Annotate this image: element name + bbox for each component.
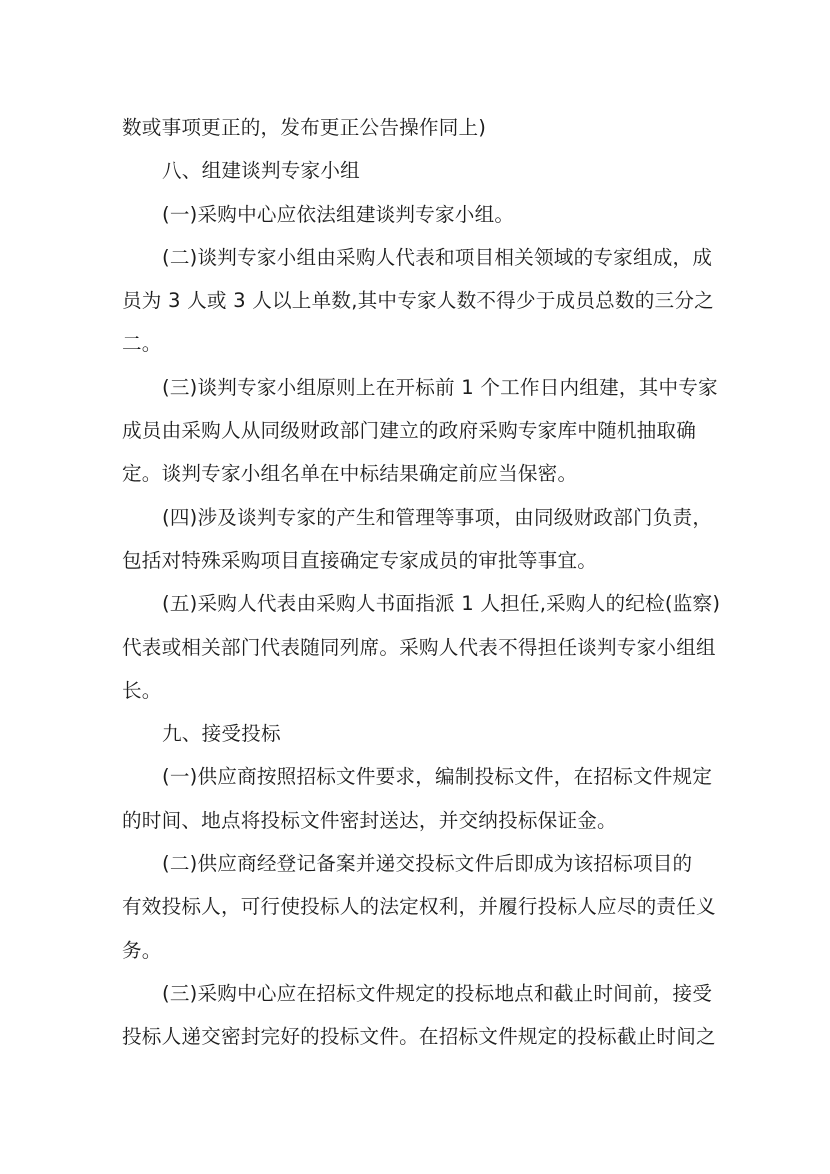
text-line: (三)采购中心应在招标文件规定的投标地点和截止时间前，接受 [162,981,713,1005]
text-line: (三)谈判专家小组原则上在开标前 1 个工作日内组建，其中专家 [162,375,718,399]
paragraph [122,149,722,192]
text-line: (一)采购中心应依法组建谈判专家小组。 [162,202,515,226]
text-line: (二)供应商经登记备案并递交投标文件后即成为该招标项目的 [162,852,693,876]
paragraph [122,496,722,583]
text-line: (五)采购人代表由采购人书面指派 1 人担任,采购人的纪检(监察) [162,592,721,616]
text-line: 定。谈判专家小组名单在中标结果确定前应当保密。 [122,462,578,486]
paragraph [122,582,722,712]
paragraph [122,972,722,1059]
paragraph [122,755,722,842]
text-line: 代表或相关部门代表随同列席。采购人代表不得担任谈判专家小组组 [122,635,716,659]
text-line: 的时间、地点将投标文件密封送达，并交纳投标保证金。 [122,808,617,832]
paragraph [122,236,722,366]
text-line: 九、接受投标 [162,722,281,746]
paragraph [122,106,722,149]
text-line: 八、组建谈判专家小组 [162,159,360,183]
text-line: 投标人递交密封完好的投标文件。在招标文件规定的投标截止时间之 [122,1025,716,1049]
text-line: 员为 3 人或 3 人以上单数,其中专家人数不得少于成员总数的三分之 [122,289,714,313]
text-line: (四)涉及谈判专家的产生和管理等事项，由同级财政部门负责， [162,505,713,529]
text-line: 二。 [122,332,162,356]
paragraph [122,193,722,236]
text-line: (二)谈判专家小组由采购人代表和项目相关领域的专家组成，成 [162,245,713,269]
text-line: 长。 [122,678,162,702]
text-line: 包括对特殊采购项目直接确定专家成员的审批等事宜。 [122,548,598,572]
text-line: (一)供应商按照招标文件要求，编制投标文件，在招标文件规定 [162,765,713,789]
paragraph [122,842,722,972]
text-line: 有效投标人，可行使投标人的法定权利，并履行投标人应尽的责任义 [122,895,716,919]
paragraph [122,366,722,496]
paragraph [122,712,722,755]
text-line: 成员由采购人从同级财政部门建立的政府采购专家库中随机抽取确 [122,419,697,443]
text-line: 数或事项更正的，发布更正公告操作同上) [122,116,487,139]
text-line: 务。 [122,938,162,962]
document-page [122,106,722,1059]
